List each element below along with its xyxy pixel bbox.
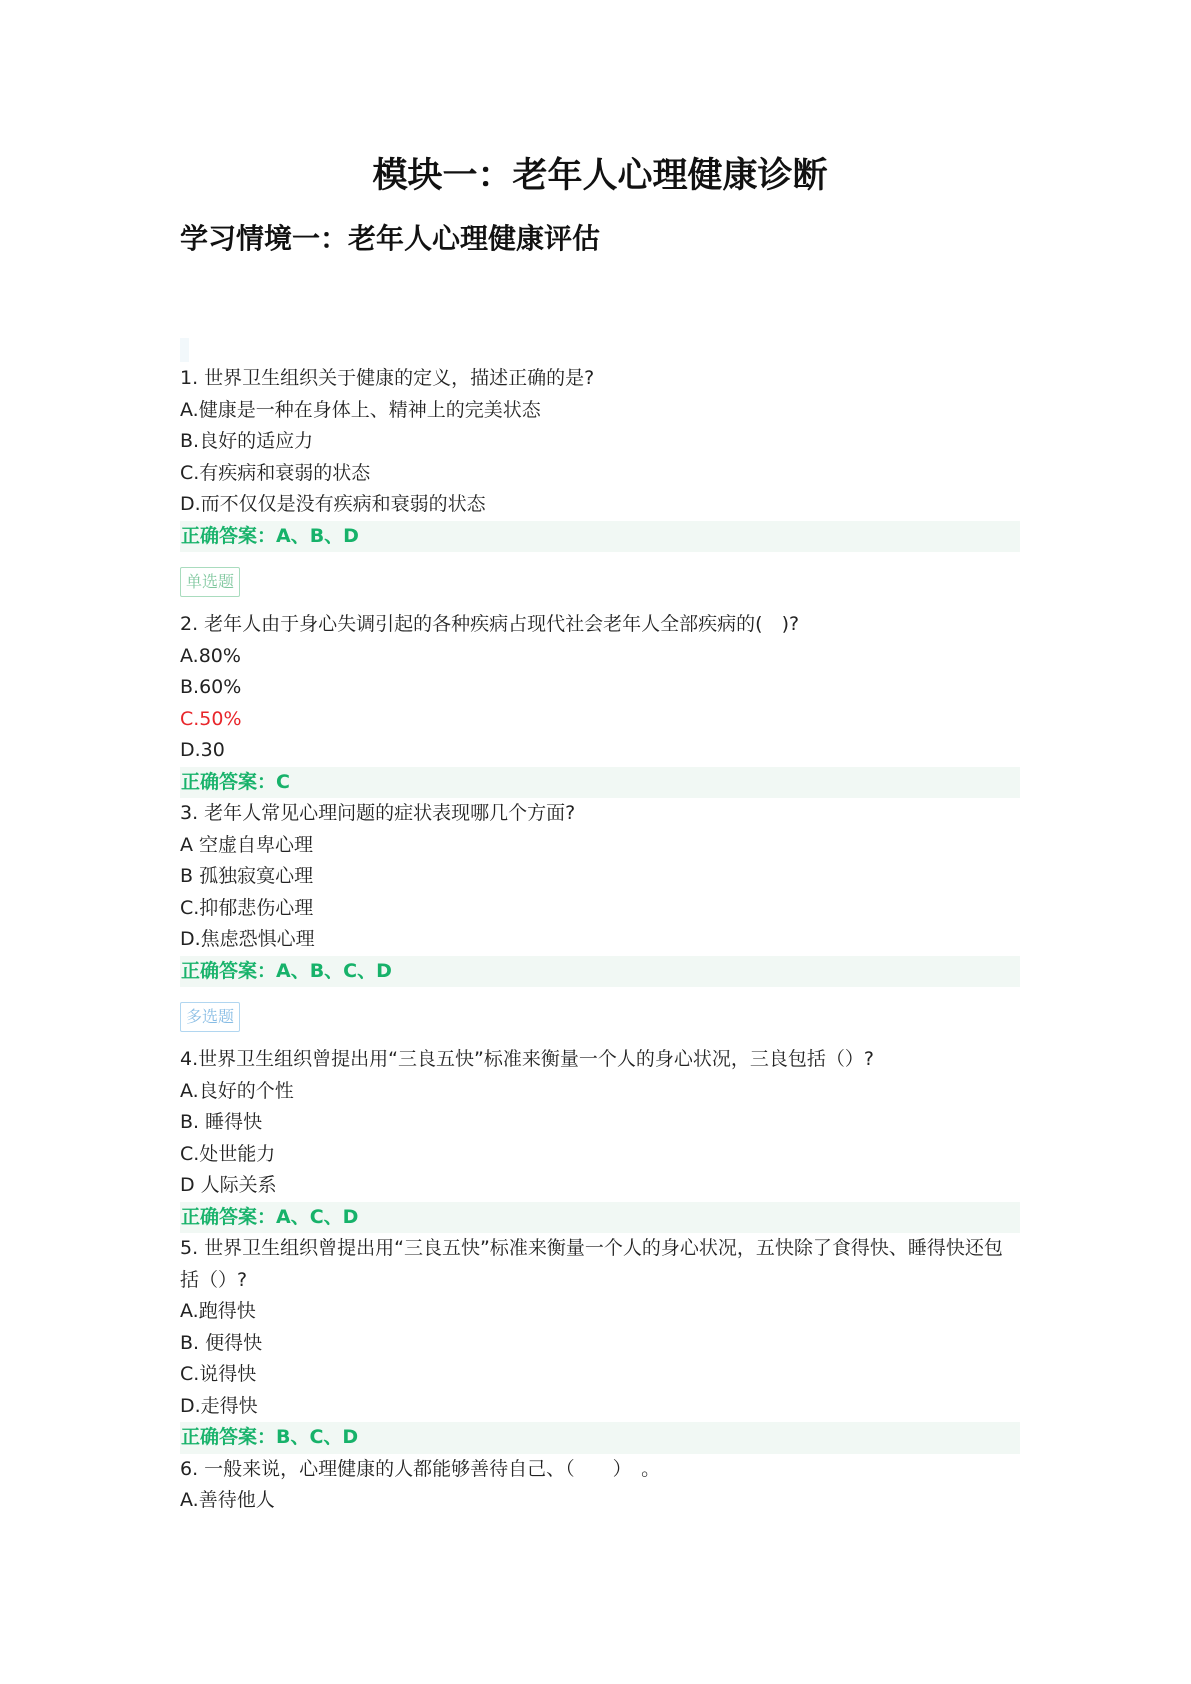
option-a: A.善待他人 [180,1489,275,1511]
section-marker [180,338,189,362]
option-d: D.焦虑恐惧心理 [180,928,315,950]
question-type-tag: 单选题 [180,567,240,597]
option-c: C.有疾病和衰弱的状态 [180,461,371,484]
question-type-tag: 多选题 [180,1002,240,1032]
option-c-highlighted: C.50% [180,707,242,730]
correct-answer: 正确答案：B、C、D [180,1422,1020,1454]
correct-answer: 正确答案：A、B、C、D [180,956,1020,988]
question-text: 5. 世界卫生组织曾提出用“三良五快”标准来衡量一个人的身心状况，五快除了食得快、睡得快还包括（）? [180,1237,1003,1291]
option-d: D.而不仅仅是没有疾病和衰弱的状态 [180,493,486,515]
question-block [180,363,1020,552]
option-a: A.跑得快 [180,1300,256,1322]
question-text: 4.世界卫生组织曾提出用“三良五快”标准来衡量一个人的身心状况，三良包括（）? [180,1048,874,1070]
option-b: B. 便得快 [180,1331,263,1354]
option-b: B.60% [180,676,242,698]
question-text: 2. 老年人由于身心失调引起的各种疾病占现代社会老年人全部疾病的( )? [180,613,800,635]
option-d: D.30 [180,739,225,761]
document-title: 模块一：老年人心理健康诊断 [372,155,828,196]
question-text: 6. 一般来说，心理健康的人都能够善待自己、（ ） 。 [180,1457,661,1480]
option-a: A 空虚自卑心理 [180,833,314,856]
option-c: C.处世能力 [180,1142,276,1165]
document-subtitle: 学习情境一：老年人心理健康评估 [180,222,601,255]
option-a: A.良好的个性 [180,1079,294,1102]
question-block [180,987,1020,1233]
question-block [180,1233,1020,1454]
correct-answer: 正确答案：A、B、D [180,521,1020,553]
option-d: D.走得快 [180,1394,258,1417]
option-a: A.健康是一种在身体上、精神上的完美状态 [180,398,541,421]
option-d: D 人际关系 [180,1174,277,1196]
option-b: B 孤独寂寞心理 [180,865,314,887]
option-c: C.说得快 [180,1363,257,1385]
question-block [180,552,1020,798]
question-list [180,363,1020,1517]
correct-answer: 正确答案：C [180,767,1020,799]
option-b: B. 睡得快 [180,1111,263,1133]
question-text: 3. 老年人常见心理问题的症状表现哪几个方面? [180,802,576,824]
option-a: A.80% [180,644,241,667]
question-text: 1. 世界卫生组织关于健康的定义，描述正确的是? [180,367,595,389]
correct-answer: 正确答案：A、C、D [180,1202,1020,1234]
question-block [180,1454,1020,1517]
option-c: C.抑郁悲伤心理 [180,896,314,919]
option-b: B.良好的适应力 [180,430,314,452]
question-block [180,798,1020,987]
